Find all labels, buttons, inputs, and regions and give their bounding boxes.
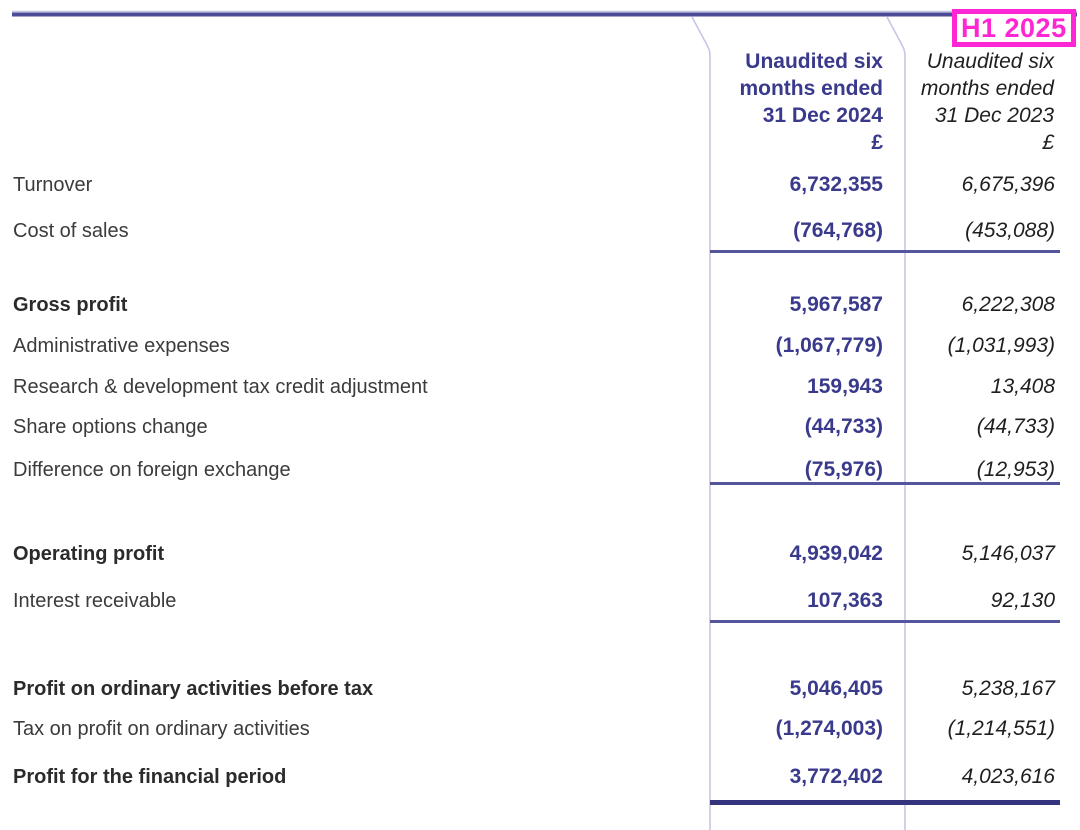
amount-2023: 92,130 <box>990 589 1055 612</box>
amount-2024: 107,363 <box>807 589 883 612</box>
row-label: Research & development tax credit adjustment <box>13 376 428 398</box>
column-header-2024-line: Unaudited six <box>745 50 883 73</box>
row-label: Profit on ordinary activities before tax <box>13 678 374 700</box>
column-header-2024-line: months ended <box>739 77 883 100</box>
row-label: Operating profit <box>13 543 165 565</box>
column-header-2023 <box>880 48 1054 156</box>
amount-2024: (764,768) <box>793 219 883 242</box>
amount-2023: 6,675,396 <box>961 173 1055 196</box>
row-rd-tax-credit <box>0 373 1080 401</box>
row-label: Share options change <box>13 416 208 438</box>
column-header-2023-line: months ended <box>920 77 1054 100</box>
row-label: Gross profit <box>13 294 128 316</box>
amount-2023: (12,953) <box>976 458 1055 481</box>
amount-2024: 3,772,402 <box>789 765 883 788</box>
row-label: Profit for the financial period <box>13 766 287 788</box>
column-header-2024 <box>650 48 883 156</box>
row-cost-of-sales <box>0 217 1080 245</box>
amount-2023: 5,238,167 <box>961 677 1055 700</box>
row-foreign-exchange <box>0 456 1080 484</box>
amount-2023: (453,088) <box>965 219 1055 242</box>
amount-2024: (75,976) <box>804 458 883 481</box>
amount-2023: 4,023,616 <box>961 765 1055 788</box>
row-label: Cost of sales <box>13 220 129 242</box>
row-profit-before-tax <box>0 675 1080 703</box>
amount-2024: (1,067,779) <box>775 334 883 357</box>
column-header-2023-currency: £ <box>1042 131 1054 154</box>
column-header-2024-line: 31 Dec 2024 <box>762 104 883 127</box>
column-header-2024-currency: £ <box>871 131 883 154</box>
amount-2023: (1,031,993) <box>947 334 1055 357</box>
row-profit-for-period <box>0 763 1080 791</box>
row-label: Tax on profit on ordinary activities <box>13 718 310 740</box>
amount-2023: (1,214,551) <box>947 717 1055 740</box>
period-highlight-badge: H1 2025 <box>952 9 1076 47</box>
row-label: Turnover <box>13 174 93 196</box>
row-turnover <box>0 171 1080 199</box>
row-label: Difference on foreign exchange <box>13 459 291 481</box>
amount-2023: 5,146,037 <box>961 542 1055 565</box>
row-label: Interest receivable <box>13 590 177 612</box>
amount-2023: 13,408 <box>990 375 1055 398</box>
amount-2024: 159,943 <box>807 375 883 398</box>
row-label: Administrative expenses <box>13 335 230 357</box>
row-administrative-expenses <box>0 332 1080 360</box>
amount-2024: (44,733) <box>804 415 883 438</box>
amount-2024: 6,732,355 <box>789 173 883 196</box>
amount-2023: 6,222,308 <box>961 293 1055 316</box>
amount-2024: 5,046,405 <box>789 677 883 700</box>
column-header-2023-line: 31 Dec 2023 <box>934 104 1054 127</box>
row-share-options-change <box>0 413 1080 441</box>
amount-2023: (44,733) <box>976 415 1055 438</box>
column-header-2023-line: Unaudited six <box>926 50 1054 73</box>
amount-2024: 4,939,042 <box>789 542 883 565</box>
amount-2024: (1,274,003) <box>775 717 883 740</box>
row-operating-profit <box>0 540 1080 568</box>
row-gross-profit <box>0 291 1080 319</box>
amount-2024: 5,967,587 <box>789 293 883 316</box>
row-tax-on-profit <box>0 715 1080 743</box>
row-interest-receivable <box>0 587 1080 615</box>
